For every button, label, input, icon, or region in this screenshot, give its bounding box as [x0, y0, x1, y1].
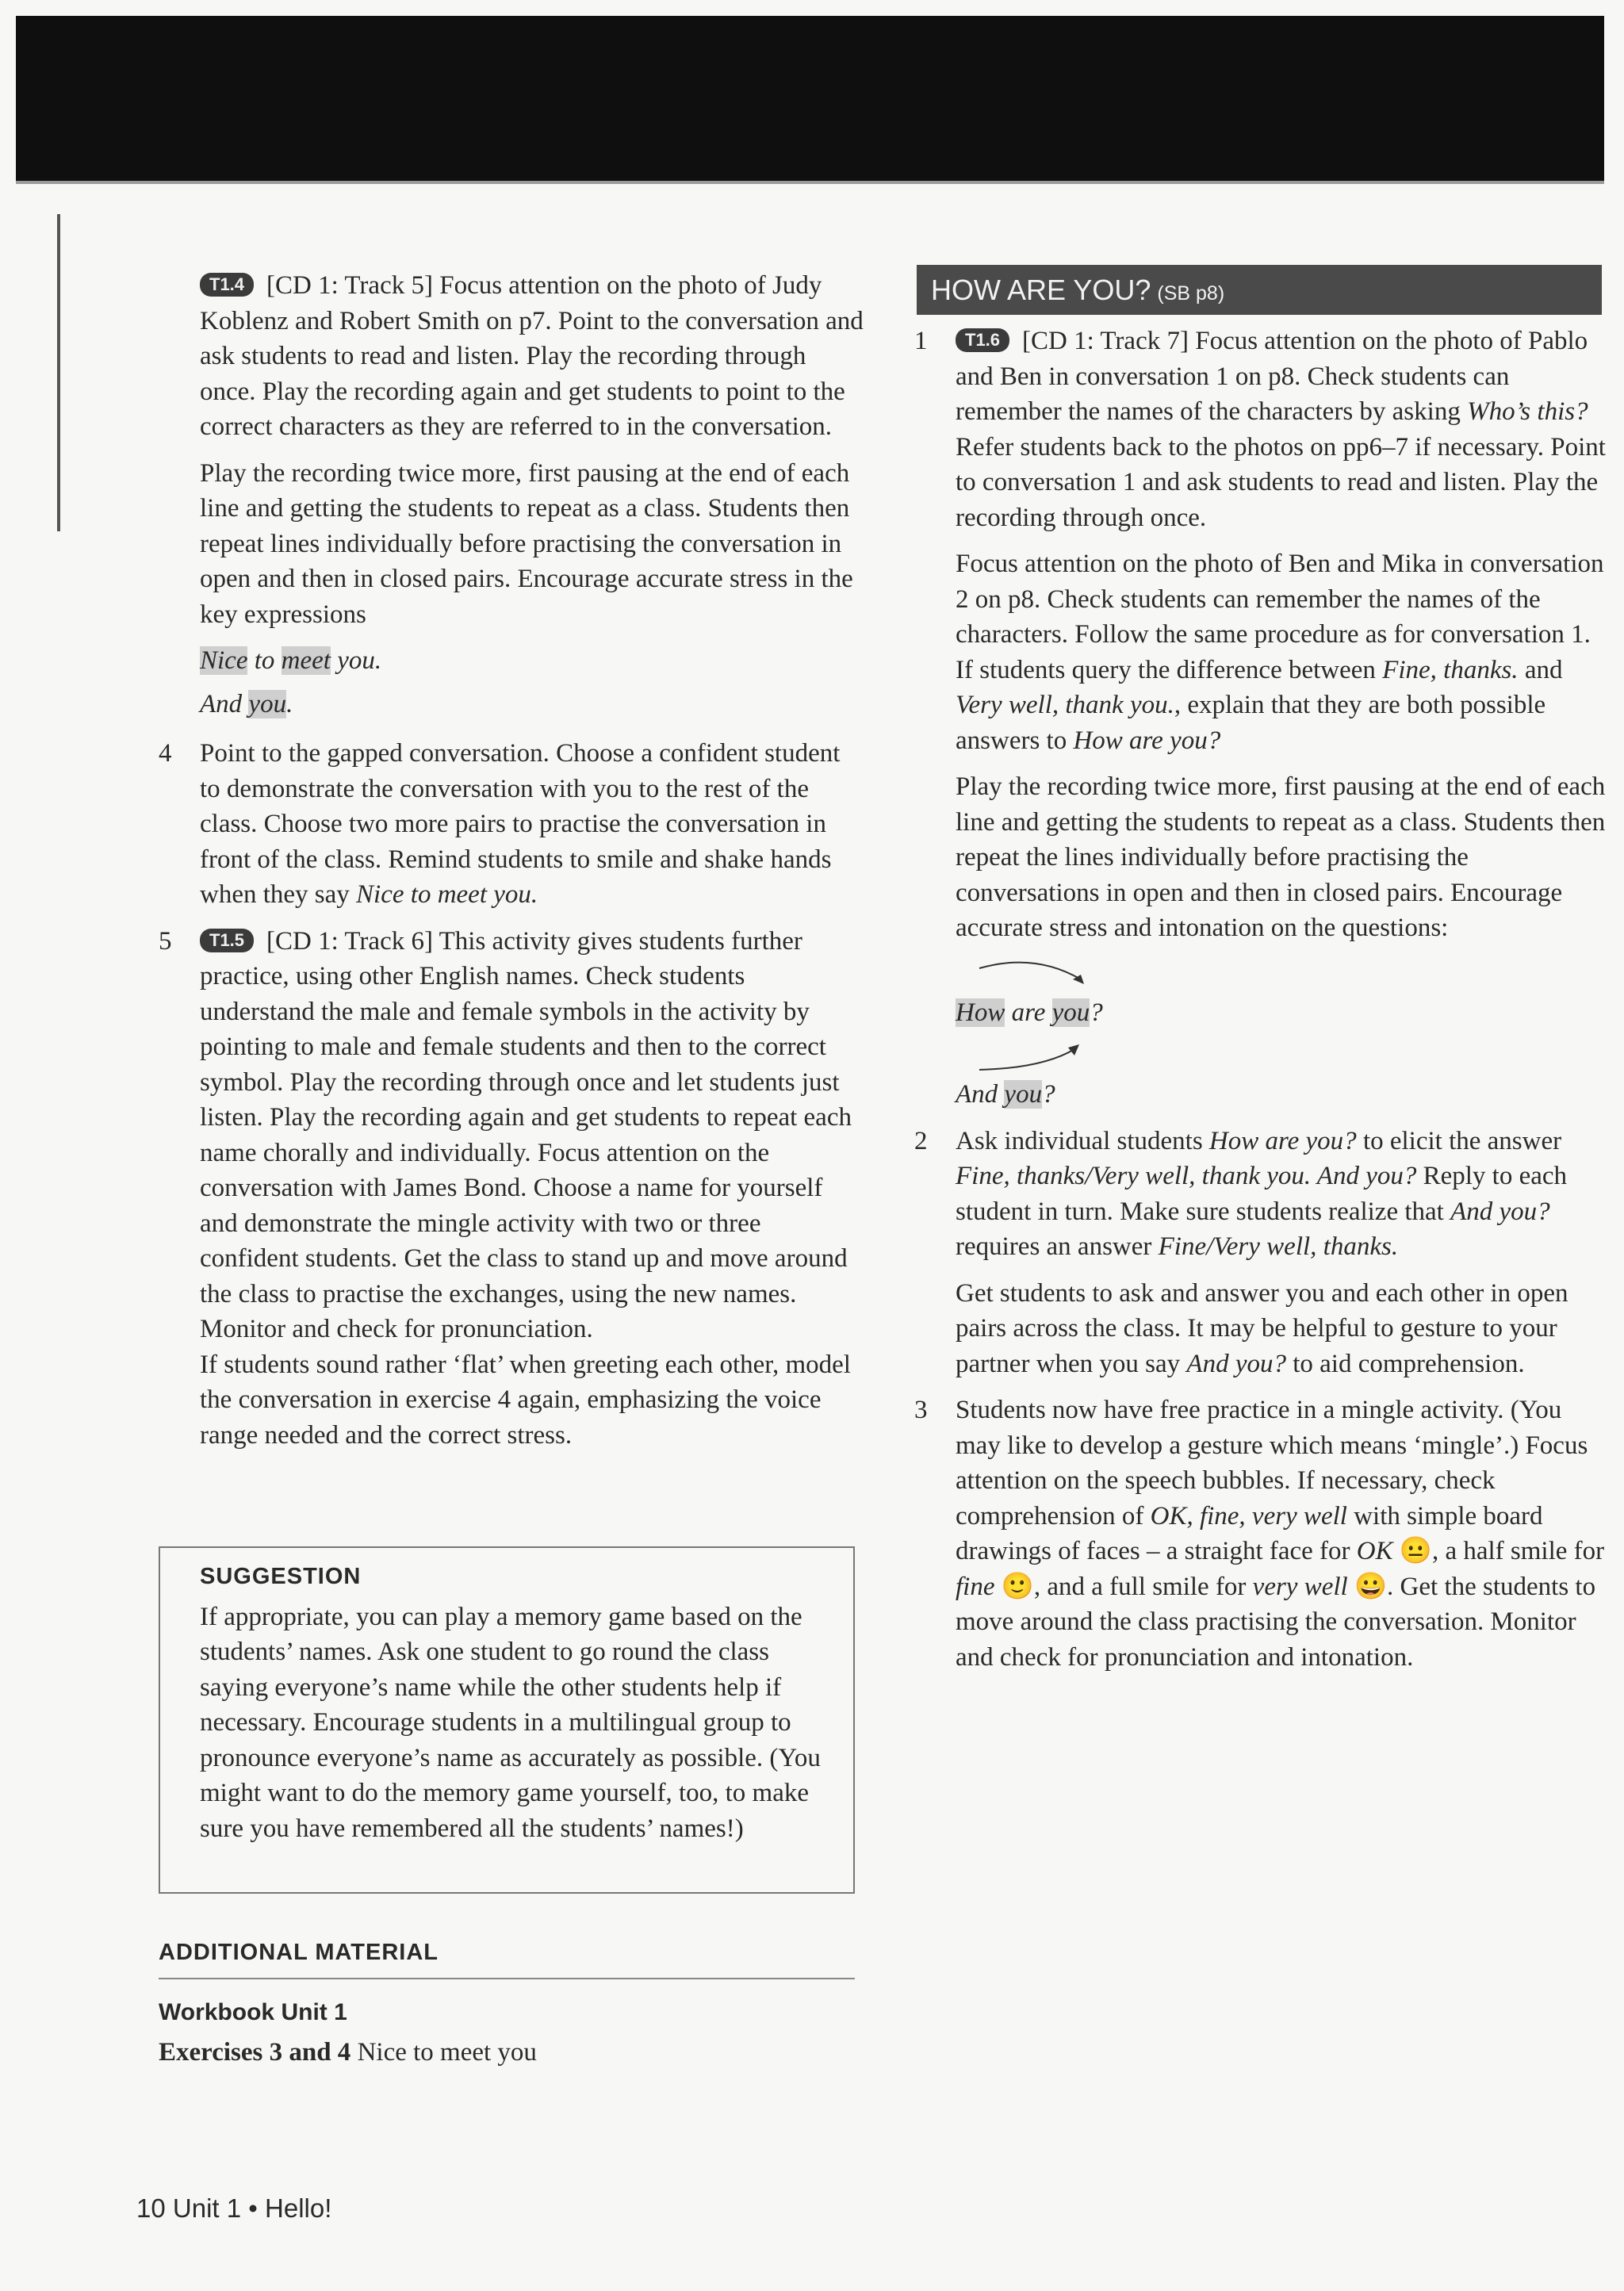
section-title: HOW ARE YOU?: [931, 274, 1151, 306]
full-smile-icon: 😀: [1354, 1572, 1388, 1601]
example-word: ?: [1042, 1080, 1055, 1109]
falling-intonation-arrow: [956, 952, 1114, 992]
straight-face-icon: 😐: [1399, 1537, 1432, 1565]
exercises-label: Exercises 3 and 4: [159, 2038, 351, 2067]
exercise-text: to elicit the answer: [1362, 1126, 1562, 1155]
exercise-1: [914, 324, 1606, 535]
exercise-number: 3: [914, 1396, 928, 1424]
exercise-italic: How are you?: [1208, 1126, 1357, 1155]
exercise-number: 5: [159, 926, 172, 956]
example-word: are: [1011, 998, 1046, 1027]
paragraph-text: Get students to ask and answer you and each other in open pairs across the class. It may be helpful to gesture to your partner when you say: [956, 1278, 1568, 1378]
paragraph-text: , explain that they are both possible answers to: [956, 691, 1546, 755]
stressed-word: Nice: [200, 646, 248, 675]
exercise-text: with simple board drawings of faces – a straight face for: [956, 1501, 1543, 1565]
exercise-text: . Get the students to move around the class practising the conversation. Monitor and check for pronunciation and intonation.: [956, 1572, 1596, 1672]
example-and-you: [956, 1077, 1606, 1113]
header-rule: [16, 181, 1604, 184]
additional-material-heading: ADDITIONAL MATERIAL: [159, 1935, 855, 1979]
exercise-text: requires an answer: [956, 1232, 1152, 1261]
exercise-italic: Who’s this?: [1467, 397, 1588, 426]
suggestion-box: [159, 1546, 855, 1894]
exercise-text: , a half smile for: [1431, 1537, 1605, 1565]
paragraph-italic: Fine, thanks.: [1382, 655, 1519, 684]
exercise-italic: Fine, thanks/Very well, thank you. And you?: [956, 1162, 1417, 1190]
stressed-word: you: [248, 689, 287, 718]
paragraph-text: Focus attention on the photo of Ben and Mika in conversation 2 on p8. Check students can remember the names of the characters. Follow the same procedure as for conversation 1. If students query the difference between: [956, 550, 1604, 684]
unit-title: Hello!: [265, 2193, 332, 2223]
rising-intonation-arrow: [956, 1038, 1114, 1074]
exercise-italic: Nice to meet you.: [356, 880, 538, 909]
example-word: you.: [337, 646, 382, 675]
footer-separator: •: [248, 2193, 258, 2223]
exercise-3: [914, 1393, 1606, 1675]
stressed-word: How: [956, 998, 1005, 1027]
exercise-italic: And you?: [1450, 1197, 1550, 1226]
cd-track-label: [CD 1: Track 5]: [266, 271, 433, 300]
half-smile-icon: 🙂: [1001, 1572, 1034, 1601]
paragraph-italic: Very well, thank you.: [956, 691, 1174, 719]
exercise-italic: OK: [1356, 1537, 1393, 1565]
example-word: .: [286, 689, 293, 718]
cd-track-label: [CD 1: Track 6]: [266, 926, 433, 956]
example-and-you: [200, 687, 866, 722]
paragraph-italic: How are you?: [1073, 726, 1221, 755]
margin-rule: [57, 214, 60, 531]
suggestion-text: If appropriate, you can play a memory game based on the students’ names. Ask one student to go round the class saying everyone’s name while the other students help if necessary. Encourage students in a multilingual group to pronounce everyone’s name as accurately as possible. (You might want to do the memory game yourself, too, to make sure you have remembered all the students’ names!): [200, 1602, 821, 1843]
paragraph-text: to aid comprehension.: [1293, 1349, 1525, 1378]
exercise-text: Point to the gapped conversation. Choose a confident student to demonstrate the conversation with you to the rest of the class. Choose two more pairs to practise the conversation in front of the class. Remind students to smile and shake hands when they say: [200, 739, 841, 909]
paragraph-italic: And you?: [1186, 1349, 1286, 1378]
exercise-5: [159, 924, 866, 1454]
example-word: And: [200, 689, 243, 718]
exercise-2: [914, 1124, 1606, 1265]
exercises-reference: [159, 2035, 855, 2070]
repeat-paragraph: Play the recording twice more, first pausing at the end of each line and getting the students to repeat as a class. Students then repeat the lines individually before practising the conversations in open and then in closed pairs. Encourage accurate stress and intonation on the questions:: [956, 772, 1606, 942]
section-reference: (SB p8): [1157, 282, 1225, 305]
left-column: [159, 268, 866, 1464]
exercise-text: , and a full smile for: [1033, 1572, 1247, 1601]
exercise-number: 2: [914, 1126, 928, 1155]
page-footer: [136, 2193, 331, 2224]
exercise-number: 4: [159, 739, 172, 768]
cd-track-label: [CD 1: Track 7]: [1022, 327, 1189, 355]
pairs-paragraph: [956, 1276, 1606, 1382]
example-word: ?: [1090, 998, 1103, 1027]
stressed-word: you: [1051, 998, 1090, 1027]
exercise-text: Students now have free practice in a mingle activity. (You may like to develop a gesture which means ‘mingle’.) Focus attention on the speech bubbles. If necessary, check comprehension of: [956, 1396, 1588, 1531]
exercise-italic: OK, fine, very well: [1150, 1501, 1347, 1531]
exercise-text: Ask individual students: [956, 1126, 1203, 1155]
exercises-text: Nice to meet you: [357, 2038, 537, 2067]
track-badge: T1.4: [200, 273, 254, 297]
intro-paragraph: [200, 268, 866, 445]
exercise-text: Reply to each student in turn. Make sure students realize that: [956, 1162, 1568, 1226]
example-nice-to-meet-you: [200, 643, 866, 679]
exercise-italic: very well: [1252, 1572, 1348, 1601]
page-number: 10: [136, 2193, 166, 2223]
additional-material: [159, 1935, 855, 2070]
section-heading: [917, 265, 1602, 315]
exercise-italic: fine: [956, 1572, 995, 1601]
paragraph-text: and: [1524, 655, 1563, 684]
example-word: And: [956, 1080, 998, 1109]
unit-label: Unit 1: [172, 2193, 242, 2223]
suggestion-heading: SUGGESTION: [200, 1564, 362, 1589]
example-word: to: [254, 646, 275, 675]
exercise-4: [159, 736, 866, 913]
stressed-word: you: [1004, 1080, 1043, 1109]
header-bar: [16, 16, 1604, 181]
right-column: [914, 324, 1606, 1686]
exercise-text-2: If students sound rather ‘flat’ when greeting each other, model the conversation in exercise 4 again, emphasizing the voice range needed and the correct stress.: [200, 1350, 851, 1450]
workbook-reference: Workbook Unit 1: [159, 1999, 347, 2025]
repeat-paragraph: Play the recording twice more, first pausing at the end of each line and getting the students to repeat as a class. Students then repeat lines individually before practising the conversation in open and then in closed pairs. Encourage accurate stress in the key expressions: [200, 458, 853, 629]
exercise-italic: Fine/Very well, thanks.: [1158, 1232, 1399, 1261]
track-badge: T1.5: [200, 929, 254, 952]
stressed-word: meet: [281, 646, 331, 675]
exercise-text: This activity gives students further practice, using other English names. Check students understand the male and female symbols in the activity by pointing to male and female students and then to the correct symbol. Play the recording through once and let students just listen. Play the recording again and get students to repeat each name chorally and individually. Focus attention on the conversation with James Bond. Choose a name for yourself and demonstrate the mingle activity with two or three confident students. Get the class to stand up and move around the class to practise the exchanges, using the new names. Monitor and check for pronunciation.: [200, 926, 852, 1343]
procedure-paragraph: [956, 546, 1606, 758]
track-badge: T1.6: [956, 328, 1009, 352]
exercise-number: 1: [914, 327, 928, 355]
example-how-are-you: [956, 995, 1606, 1031]
exercise-text: Focus attention on the photo of Pablo and Ben in conversation 1 on p8. Check students can remember the names of the characters by asking: [956, 327, 1588, 426]
intro-text: Focus attention on the photo of Judy Koblenz and Robert Smith on p7. Point to the conversation and ask students to read and listen. Play the recording through once. Play the recording again and get students to point to the correct characters as they are referred to in the conversation.: [200, 271, 864, 441]
exercise-text: Refer students back to the photos on pp6–7 if necessary. Point to conversation 1 and ask students to read and listen. Play the recording through once.: [956, 432, 1606, 532]
